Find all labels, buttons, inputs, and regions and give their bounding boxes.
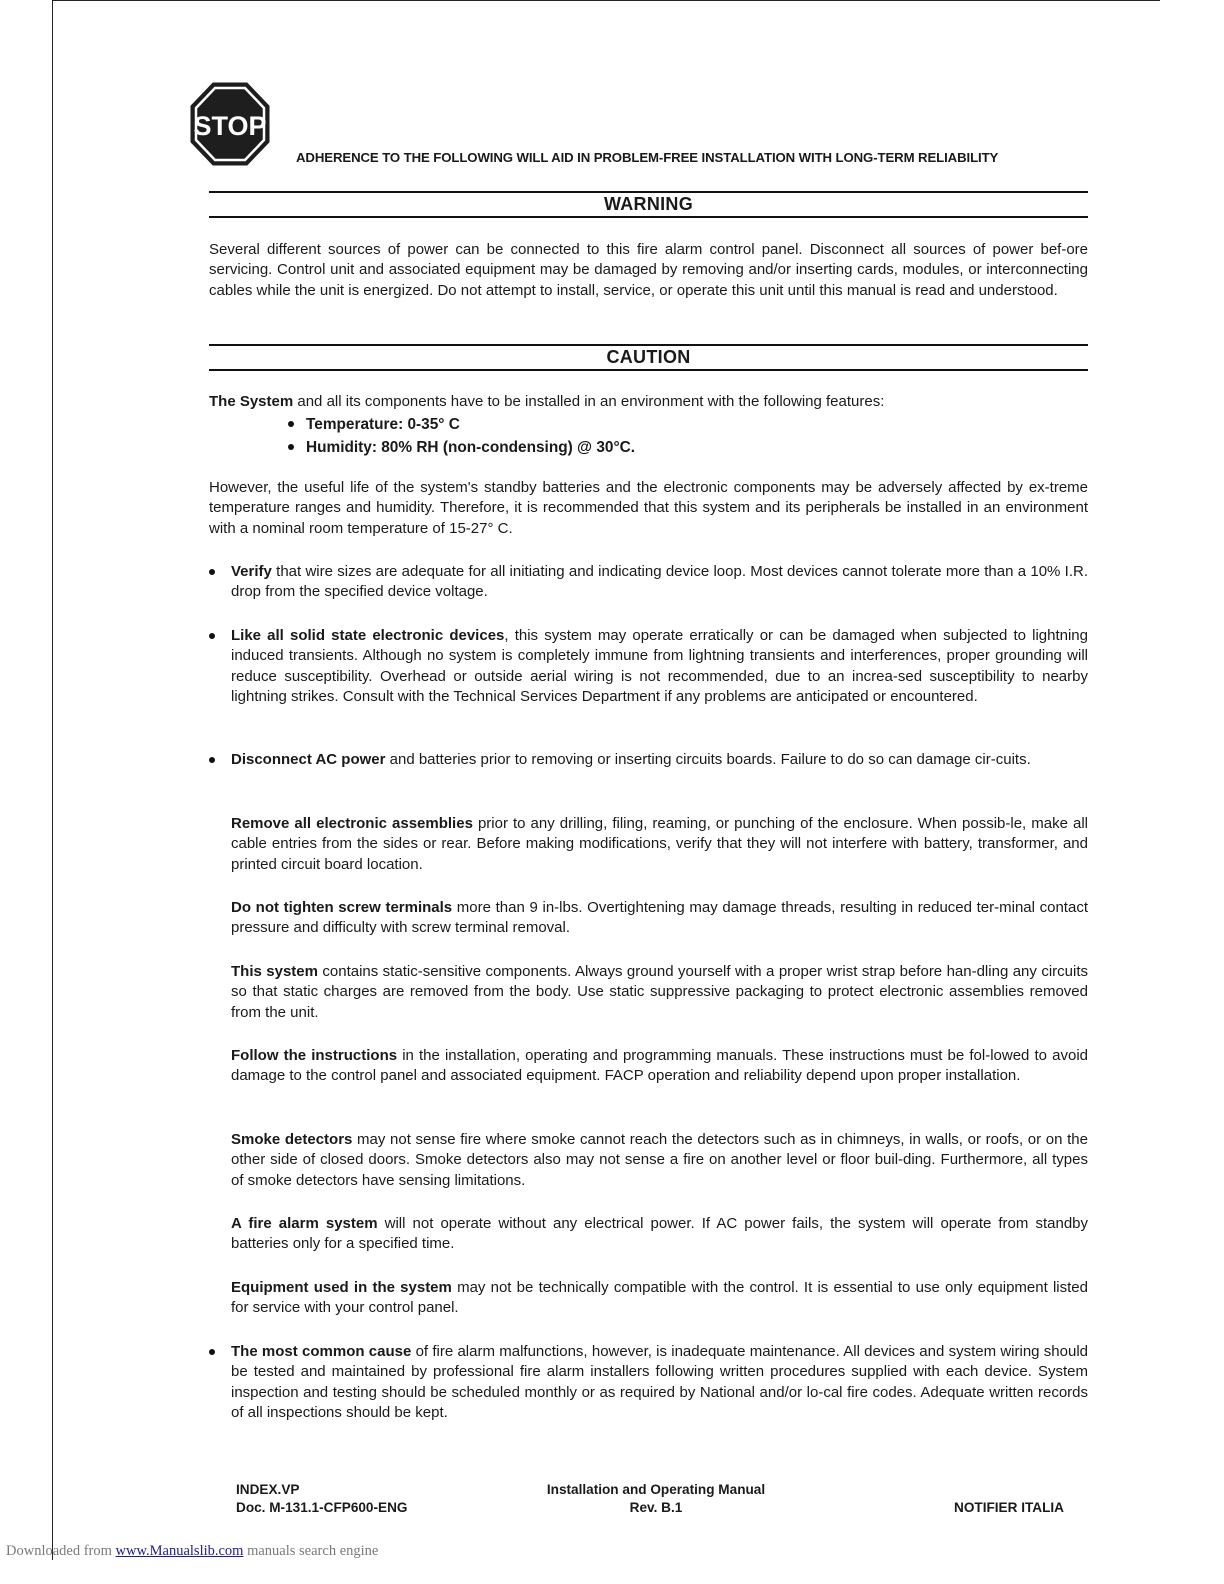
stop-sign-icon [190, 82, 270, 166]
item-bold-lead: Follow the instructions [231, 1047, 398, 1064]
item-bold-lead: A fire alarm system [231, 1215, 378, 1232]
item-bold-lead: This system [231, 963, 318, 980]
item-bold-lead: Smoke detectors [231, 1131, 353, 1148]
download-prefix: Downloaded from [6, 1543, 116, 1559]
item-text: that wire sizes are adequate for all initiating and indicating device loop. Most devices cannot tolerate more than a 10% I.R. drop from the specified device voltage. [231, 563, 1088, 601]
caution-item-static [231, 962, 1088, 1023]
download-suffix: manuals search engine [243, 1543, 379, 1559]
caution-intro-rest: and all its components have to be installed in an environment with the following features: [293, 393, 885, 410]
page-frame-top [52, 0, 1160, 1]
caution-item-remove-assemblies [231, 814, 1088, 875]
bullet-icon [209, 1349, 215, 1355]
item-bold-lead: Verify [231, 563, 272, 580]
caution-item-lightning [231, 626, 1088, 707]
bullet-icon [209, 633, 215, 639]
caution-item-maintenance [231, 1342, 1088, 1423]
warning-title: WARNING [603, 194, 694, 214]
caution-item-equipment [231, 1278, 1088, 1319]
feature-humidity: Humidity: 80% RH (non-condensing) @ 30°C. [286, 436, 986, 459]
item-text: may not sense fire where smoke cannot reach the detectors such as in chimneys, in walls, or roofs, or on the other side of closed doors. Smoke detectors also may not sense a fire on another level or floor buil-ding. Furthermore, all types of smoke detectors have sensing limitations. [231, 1131, 1088, 1189]
item-text: and batteries prior to removing or inserting circuits boards. Failure to do so can damage cir-cuits. [385, 751, 1031, 768]
caution-however-text: However, the useful life of the system's standby batteries and the electronic components may be adversely affected by ex-treme temperature ranges and humidity. Therefore, it is recommended that this system and its peripherals be installed in an environment with a nominal room temperature of 15-27° C. [209, 479, 1088, 537]
footer-center [536, 1481, 776, 1517]
footer-doc-number: Doc. M-131.1-CFP600-ENG [236, 1500, 408, 1515]
footer-manual-title: Installation and Operating Manual [546, 1482, 766, 1497]
caution-item-fire-alarm-power [231, 1214, 1088, 1255]
item-text: contains static-sensitive components. Always ground yourself with a proper wrist strap before han-dling any circuits so that static charges are removed from the body. Use static suppressive packaging to protect electronic assemblies removed from the unit. [231, 963, 1088, 1021]
caution-item-instructions [231, 1046, 1088, 1087]
footer-index: INDEX.VP [236, 1482, 300, 1497]
item-text: of fire alarm malfunctions, however, is inadequate maintenance. All devices and system wiring should be tested and maintained by professional fire alarm installers following written procedures supplied with each device. System inspection and testing should be scheduled monthly or as required by National and/or lo-cal fire codes. Adequate written records of all inspections should be kept. [231, 1343, 1088, 1421]
item-bold-lead: Equipment used in the system [231, 1279, 452, 1296]
caution-item-screw-terminals [231, 898, 1088, 939]
item-text: more than 9 in-lbs. Overtightening may damage threads, resulting in reduced ter-minal contact pressure and difficulty with screw terminal removal. [231, 899, 1088, 937]
caution-intro [209, 392, 1088, 412]
item-bold-lead: The most common cause [231, 1343, 412, 1360]
item-bold-lead: Do not tighten screw terminals [231, 899, 453, 916]
warning-banner [209, 191, 1088, 218]
manualslib-link[interactable]: www.Manualslib.com [115, 1543, 244, 1559]
item-text: will not operate without any electrical power. If AC power fails, the system will operate from standby batteries only for a specified time. [231, 1215, 1088, 1253]
caution-intro-bold: The System [209, 393, 294, 410]
page-frame-left [52, 0, 53, 1560]
warning-text: Several different sources of power can be connected to this fire alarm control panel. Disconnect all sources of power bef-ore servicing. Control unit and associated equipment may be damaged by removing and/or inserting cards, modules, or interconnecting cables while the unit is energized. Do not attempt to install, service, or operate this unit until this manual is read and understood. [209, 241, 1088, 299]
item-text: prior to any drilling, filing, reaming, or punching of the enclosure. When possib-le, make all cable entries from the sides or rear. Before making modifications, verify that they will not interfere with battery, transformer, and printed circuit board location. [231, 815, 1088, 873]
footer-company: NOTIFIER ITALIA [954, 1500, 1064, 1515]
footer-revision: Rev. B.1 [629, 1500, 683, 1515]
item-bold-lead: Like all solid state electronic devices [231, 627, 505, 644]
caution-title: CAUTION [606, 347, 691, 367]
item-text: , this system may operate erratically or can be damaged when subjected to lightning induced transients. Although no system is completely immune from lightning transients and interferences, proper grounding will reduce susceptibility. Overhead or outside aerial wiring is not recommended, due to an increa-sed susceptibility to nearby lightning strikes. Consult with the Technical Services Department if any problems are anticipated or encountered. [231, 627, 1088, 705]
stop-sign-text: STOP [193, 111, 267, 141]
item-text: in the installation, operating and programming manuals. These instructions must be fol-lowed to avoid damage to the control panel and associated equipment. FACP operation and reliability depend upon proper installation. [231, 1047, 1089, 1085]
environment-features-list [286, 413, 986, 459]
item-text: may not be technically compatible with the control. It is essential to use only equipment listed for service with your control panel. [231, 1279, 1088, 1317]
adherence-heading: ADHERENCE TO THE FOLLOWING WILL AID IN PROBLEM-FREE INSTALLATION WITH LONG-TERM RELIABILITY [296, 150, 999, 165]
bullet-icon [209, 569, 215, 575]
caution-banner [209, 344, 1088, 371]
footer-left [236, 1481, 407, 1517]
download-attribution [6, 1543, 378, 1560]
bullet-icon [209, 757, 215, 763]
caution-item-disconnect-ac [231, 750, 1088, 770]
item-bold-lead: Disconnect AC power [231, 751, 386, 768]
item-bold-lead: Remove all electronic assemblies [231, 815, 473, 832]
feature-temperature: Temperature: 0-35° C [286, 413, 986, 436]
caution-item-smoke-detectors [231, 1130, 1088, 1191]
caution-item-verify [231, 562, 1088, 603]
